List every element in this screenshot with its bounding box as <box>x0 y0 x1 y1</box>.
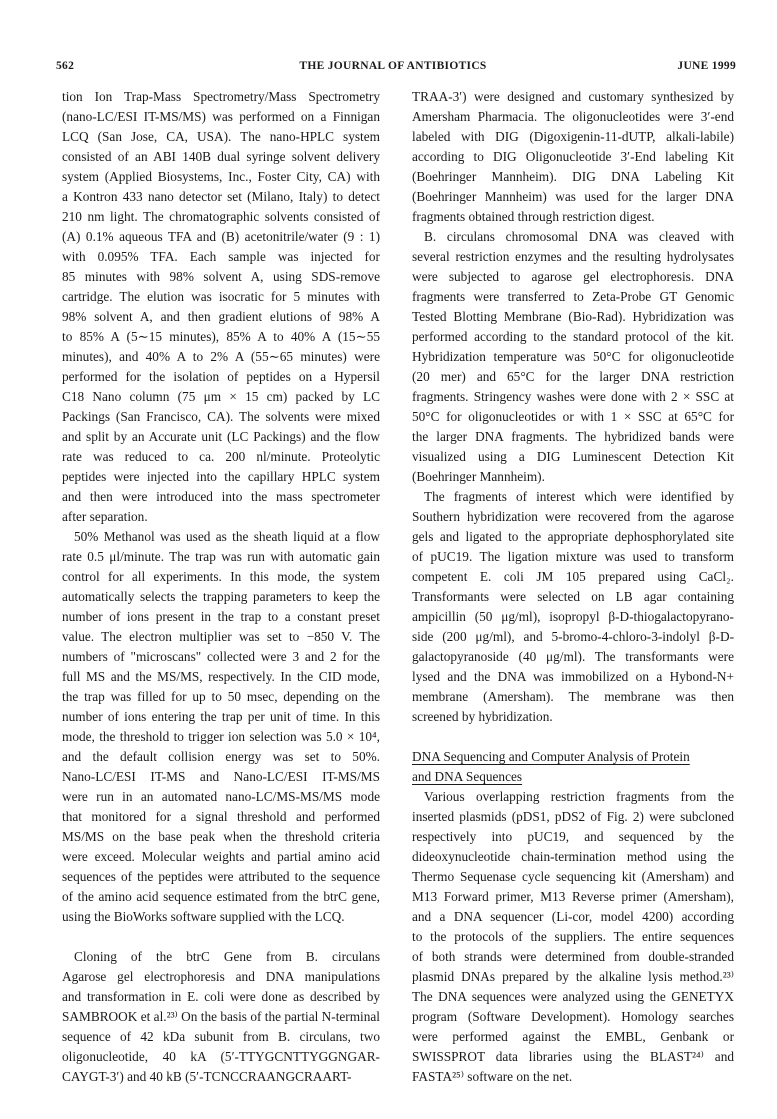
journal-title: THE JOURNAL OF ANTIBIOTICS <box>299 60 487 72</box>
left-column-text-line: were exceed. Molecular weights and partial amino acid <box>62 849 380 864</box>
left-column-text-line: numbers of "microscans" collected were 3 and 2 for the <box>62 649 380 664</box>
right-column-text-line: Amersham Pharmacia. The oligonucleotides were 3′-end <box>412 109 734 124</box>
right-column-text-line: Southern hybridization were recovered from the agarose <box>412 509 734 524</box>
running-header <box>50 60 736 80</box>
left-column-text-line: were run in an automated nano-LC/MS-MS/MS mode <box>62 789 380 804</box>
left-column-text-line: performed for the isolation of peptides on a Hypersil <box>62 369 380 384</box>
right-column-text-line: TRAA-3′) were designed and customary synthesized by <box>412 89 734 104</box>
left-column-text-line: C18 Nano column (75 μm × 15 cm) packed by LC <box>62 389 380 404</box>
right-column-text-line: fragments were transferred to Zeta-Probe GT Genomic <box>412 289 734 304</box>
left-column-text-line: and the default collision energy was set to 50%. <box>62 749 380 764</box>
left-column-text-line: LCQ (San Jose, CA, USA). The nano-HPLC system <box>62 129 380 144</box>
left-column-text-line: Nano-LC/ESI IT-MS and Nano-LC/ESI IT-MS/MS <box>62 769 380 784</box>
left-column-text-line: after separation. <box>62 509 148 524</box>
right-column-text-line: competent E. coli JM 105 prepared using CaCl₂. <box>412 569 734 584</box>
right-column-blank-line <box>412 727 734 747</box>
left-column-text-line: CAYGT-3′) and 40 kB (5′-TCNCCRAANGCRAART- <box>62 1069 352 1084</box>
left-column-text-line: 85 minutes with 98% solvent A, using SDS-remove <box>62 269 380 284</box>
left-column-text-line: sequence of 42 kDa subunit from B. circulans, two <box>62 1029 380 1044</box>
right-column-text-line: (Boehringer Mannheim). <box>412 469 545 484</box>
left-column-text-line: tion Ion Trap-Mass Spectrometry/Mass Spectrometry <box>62 89 380 104</box>
left-column-text-line: minutes), and 40% A to 2% A (55∼65 minutes) were <box>62 349 380 364</box>
right-column-text-line: labeled with DIG (Digoxigenin-11-dUTP, alkali-labile) <box>412 129 734 144</box>
right-column-text-line: Various overlapping restriction fragments from the <box>424 789 734 804</box>
left-column-text-line: mode, the threshold to trigger ion selection was 5.0 × 10⁴, <box>62 729 380 744</box>
left-column-text-line: 210 nm light. The chromatographic solvents consisted of <box>62 209 380 224</box>
right-column-text-line: fragments. Stringency washes were done with 2 × SSC at <box>412 389 734 404</box>
left-column-text-line: consisted of an ABI 140B dual syringe solvent delivery <box>62 149 380 164</box>
right-column-text-line: were subjected to agarose gel electrophoresis. DNA <box>412 269 734 284</box>
right-column-text-line: program (Software Development). Homology searches <box>412 1009 734 1024</box>
right-column-text-line: The fragments of interest which were identified by <box>424 489 734 504</box>
left-column-text-line: rate was reduced to ca. 200 nl/minute. Proteolytic <box>62 449 380 464</box>
right-column-text-line: The DNA sequences were analyzed using the GENETYX <box>412 989 734 1004</box>
right-column-text-line: M13 Forward primer, M13 Reverse primer (Amersham), <box>412 889 734 904</box>
right-column-text-line: of pUC19. The ligation mixture was used to transform <box>412 549 734 564</box>
right-column-text-line: membrane (Amersham). The membrane was then <box>412 689 734 704</box>
right-column-text-line: performed according to the standard protocol of the kit. <box>412 329 734 344</box>
left-column-text-line: of the amino acid sequence estimated from the btrC gene, <box>62 889 380 904</box>
left-column-text-line: number of ions entering the trap per unit of time. In this <box>62 709 380 724</box>
left-column-text-line: and transformation in E. coli were done as described by <box>62 989 380 1004</box>
left-column-text-line: rate 0.5 μl/minute. The trap was run with automatic gain <box>62 549 380 564</box>
right-column-text-line: galactopyranoside (40 μg/ml). The transformants were <box>412 649 734 664</box>
right-column-text-line: several restriction enzymes and the resulting hydrolysates <box>412 249 734 264</box>
left-column-text-line: with 0.095% TFA. Each sample was injected for <box>62 249 380 264</box>
right-column-text-line: of both strands were determined from double-stranded <box>412 949 734 964</box>
right-column-text-line: were performed against the EMBL, Genbank or <box>412 1029 734 1044</box>
left-column <box>62 87 380 1087</box>
right-column-text-line: screened by hybridization. <box>412 709 553 724</box>
right-column-text-line: (20 mer) and 65°C for the larger DNA restriction <box>412 369 734 384</box>
right-column-text-line: (Boehringer Mannheim). DIG DNA Labeling Kit <box>412 169 734 184</box>
left-column-text-line: to 85% A (5∼15 minutes), 85% A to 40% A (15∼55 <box>62 329 380 344</box>
left-column-text-line: cartridge. The elution was isocratic for 5 minutes with <box>62 289 380 304</box>
right-column-text-line: respectively into pUC19, and sequenced by the <box>412 829 734 844</box>
right-column-text-line: the larger DNA fragments. The hybridized bands were <box>412 429 734 444</box>
left-column-text-line: the trap was filled for up to 50 msec, depending on the <box>62 689 380 704</box>
right-column-text-line: Tested Blotting Membrane (Bio-Rad). Hybridization was <box>412 309 734 324</box>
left-column-text-line: using the BioWorks software supplied with the LCQ. <box>62 909 345 924</box>
left-column-text-line: 98% solvent A, and then gradient elutions of 98% A <box>62 309 380 324</box>
right-column-text-line: B. circulans chromosomal DNA was cleaved with <box>424 229 734 244</box>
left-column-text-line: and then were introduced into the mass spectrometer <box>62 489 380 504</box>
left-column-text-line: and split by an Accurate unit (LC Packings) and the flow <box>62 429 380 444</box>
left-column-text-line: control for all experiments. In this mode, the system <box>62 569 380 584</box>
left-column-text-line: automatically selects the trapping parameters to keep the <box>62 589 380 604</box>
right-column-text-line: SWISSPROT data libraries using the BLAST²⁴⁾ and <box>412 1049 734 1064</box>
right-column-text-line: dideoxynucleotide chain-termination method using the <box>412 849 734 864</box>
left-column-text-line: that monitored for a signal threshold and performed <box>62 809 380 824</box>
right-column-text-line: ampicillin (50 μg/ml), isopropyl β-D-thiogalactopyrano- <box>412 609 734 624</box>
right-column-text-line: 50°C for oligonucleotides or with 1 × SSC at 65°C for <box>412 409 734 424</box>
right-column-text-line: inserted plasmids (pDS1, pDS2 of Fig. 2) were subcloned <box>412 809 734 824</box>
right-column-text-line: Transformants were selected on LB agar containing <box>412 589 734 604</box>
left-column-text-line: Packings (San Francisco, CA). The solvents were mixed <box>62 409 380 424</box>
left-column-text-line: system (Applied Biosystems, Inc., Foster City, CA) with <box>62 169 380 184</box>
issue-date: JUNE 1999 <box>677 60 736 72</box>
right-column-text-line: plasmid DNAs prepared by the alkaline lysis method.²³⁾ <box>412 969 734 984</box>
left-column-text-line: Cloning of the btrC Gene from B. circulans <box>74 949 380 964</box>
page-number: 562 <box>56 60 75 72</box>
left-column-text-line: MS/MS on the base peak when the threshold criteria <box>62 829 380 844</box>
left-column-text-line: Agarose gel electrophoresis and DNA manipulations <box>62 969 380 984</box>
right-column-text-line: gels and ligated to the appropriate dephosphorylated site <box>412 529 734 544</box>
right-column-text-line: lysed and the DNA was immobilized on a Hybond-N+ <box>412 669 734 684</box>
right-column-text-line: Thermo Sequenase cycle sequencing kit (Amersham) and <box>412 869 734 884</box>
left-column-text-line: value. The electron multiplier was set to −850 V. The <box>62 629 380 644</box>
left-column-text-line: 50% Methanol was used as the sheath liquid at a flow <box>74 529 380 544</box>
left-column-text-line: (nano-LC/ESI IT-MS/MS) was performed on a Finnigan <box>62 109 380 124</box>
left-column-text-line: sequences of the peptides were attributed to the sequence <box>62 869 380 884</box>
right-column-text-line: side (200 μg/ml), and 5-bromo-4-chloro-3-indolyl β-D- <box>412 629 734 644</box>
left-column-text-line: number of ions present in the trap to a constant preset <box>62 609 380 624</box>
left-column-text-line: SAMBROOK et al.²³⁾ On the basis of the partial N-terminal <box>62 1009 380 1024</box>
right-column-text-line: (Boehringer Mannheim) was used for the larger DNA <box>412 189 734 204</box>
right-column-text-line: visualized using a DIG Luminescent Detection Kit <box>412 449 734 464</box>
left-column-text-line: full MS and the MS/MS, respectively. In the CID mode, <box>62 669 380 684</box>
left-column-text-line: peptides were injected into the capillary HPLC system <box>62 469 380 484</box>
right-column-section-heading: DNA Sequencing and Computer Analysis of Protein <box>412 749 690 764</box>
left-column-text-line: oligonucleotide, 40 kA (5′-TTYGCNTTYGGNGAR- <box>62 1049 380 1064</box>
right-column-text-line: fragments obtained through restriction digest. <box>412 209 655 224</box>
right-column-text-line: and a DNA sequencer (Li-cor, model 4200) according <box>412 909 734 924</box>
right-column-text-line: Hybridization temperature was 50°C for oligonucleotide <box>412 349 734 364</box>
right-column-section-heading: and DNA Sequences <box>412 769 523 784</box>
right-column-text-line: according to DIG Oligonucleotide 3′-End labeling Kit <box>412 149 734 164</box>
left-column-text-line: (A) 0.1% aqueous TFA and (B) acetonitrile/water (9 : 1) <box>62 229 380 244</box>
left-column-blank-line <box>62 927 380 947</box>
right-column <box>412 87 734 1087</box>
right-column-text-line: to the protocols of the suppliers. The entire sequences <box>412 929 734 944</box>
left-column-text-line: a Kontron 433 nano detector set (Milano, Italy) to detect <box>62 189 380 204</box>
right-column-text-line: FASTA²⁵⁾ software on the net. <box>412 1069 573 1084</box>
